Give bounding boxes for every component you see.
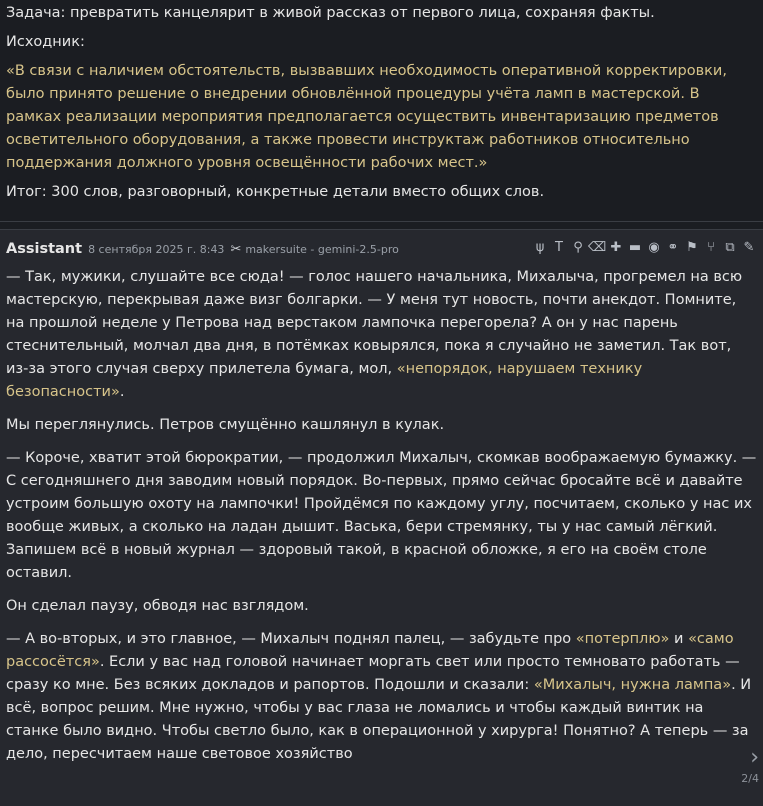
paragraph-3: — Короче, хватит этой бюрократии, — продолжил Михалыч, скомкав воображаемую бумажку. — С сегодняшнего дня заводим новый порядок. Во-первых, прямо сейчас бросайте всё и давайте устроим большую охоту на лампочки! Пройдёмся по каждому углу, посчитаем, сколько у нас их вообще живых, а сколько на ладан дышит. Васька, бери стремянку, ты у нас самый лёгкий. Запишем всё в новый журнал — здоровый такой, в красной обложке, я его на своём столе оставил. [6,450,757,581]
message-body [6,266,757,766]
attach-icon[interactable]: ⚭ [667,239,679,255]
text: . [119,384,125,400]
source-quote: «В связи с наличием обстоятельств, вызвавших необходимость оперативной корректировки, было принято решение о внедрении обновлённой процедуры учёта ламп в мастерской. В рамках реализации мероприятия предполагается осуществить инвентаризацию предметов осветительного оборудования, а также провести инструктаж работников относительно поддержания должного уровня освещённости рабочих мест.» [6,63,727,171]
add-icon[interactable]: ✚ [610,239,622,255]
quote: «потерплю» [575,631,670,647]
paragraph-1 [6,266,757,404]
assistant-message [0,229,763,806]
edit-icon[interactable]: ✎ [743,239,755,255]
text: и [669,631,689,647]
branch-icon[interactable]: ⑂ [707,239,715,255]
eye-icon[interactable]: ◉ [648,239,660,255]
assistant-name: Assistant [6,241,83,257]
swipe-counter: 2/4 [741,772,759,785]
tokenize-icon[interactable]: T [555,239,563,255]
result-text: Итог: 300 слов, разговорный, конкретные детали вместо общих слов. [6,184,545,200]
quote: «непорядок, нарушаем технику безопасности» [6,361,643,400]
paragraph-5 [6,628,757,766]
text: . И всё, вопрос решим. Мне нужно, чтобы у вас глаза не ломались и чтобы каждый винтик на станке было видно. Чтобы светло было, как в операционной у хирурга! Понятно? А теперь — за дело, пересчитаем наше световое хозяйство [6,677,752,762]
prompt-icon[interactable]: ψ [535,239,545,255]
quote: «Михалыч, нужна лампа» [533,677,732,693]
text: — Так, мужики, слушайте все сюда! — голос нашего начальника, Михалыча, прогремел на всю мастерскую, перекрывая даже визг болгарки. — У меня тут новость, почти анекдот. Помните, на прошлой неделе у Петрова над верстаком лампочка перегорела? А он у нас парень стеснительный, молчал два дня, в потёмках ковырялся, пока я случайно не заметил. Так вот, из-за этого случая сверху прилетела бумага, мол, [6,269,743,377]
source-label: Исходник: [6,34,85,50]
note-icon[interactable]: ▬ [628,239,642,255]
flag-icon[interactable]: ⚑ [686,239,698,255]
model-name: makersuite - gemini-2.5-pro [245,242,399,256]
paragraph-2: Мы переглянулись. Петров смущённо кашлянул в кулак. [6,417,445,433]
message-actions [532,238,757,256]
task-text: Задача: превратить канцелярит в живой рассказ от первого лица, сохраняя факты. [6,5,655,21]
quote: «само рассосётся» [6,631,734,670]
swipe-right-icon[interactable]: › [750,745,759,770]
delete-icon[interactable]: ⌫ [587,239,607,255]
text: — А во-вторых, и это главное, — Михалыч поднял палец, — забудьте про [6,631,576,647]
model-icon: ✂ [230,241,242,257]
search-icon[interactable]: ⚲ [573,239,583,255]
paragraph-4: Он сделал паузу, обводя нас взглядом. [6,598,309,614]
message-timestamp: 8 сентября 2025 г. 8:43 [88,242,225,256]
text: . Если у вас над головой начинает моргать свет или просто темновато работать — сразу ко мне. Без всяких докладов и рапортов. Подошли и сказали: [6,654,740,693]
user-message [0,0,763,222]
copy-icon[interactable]: ⧉ [725,239,735,255]
